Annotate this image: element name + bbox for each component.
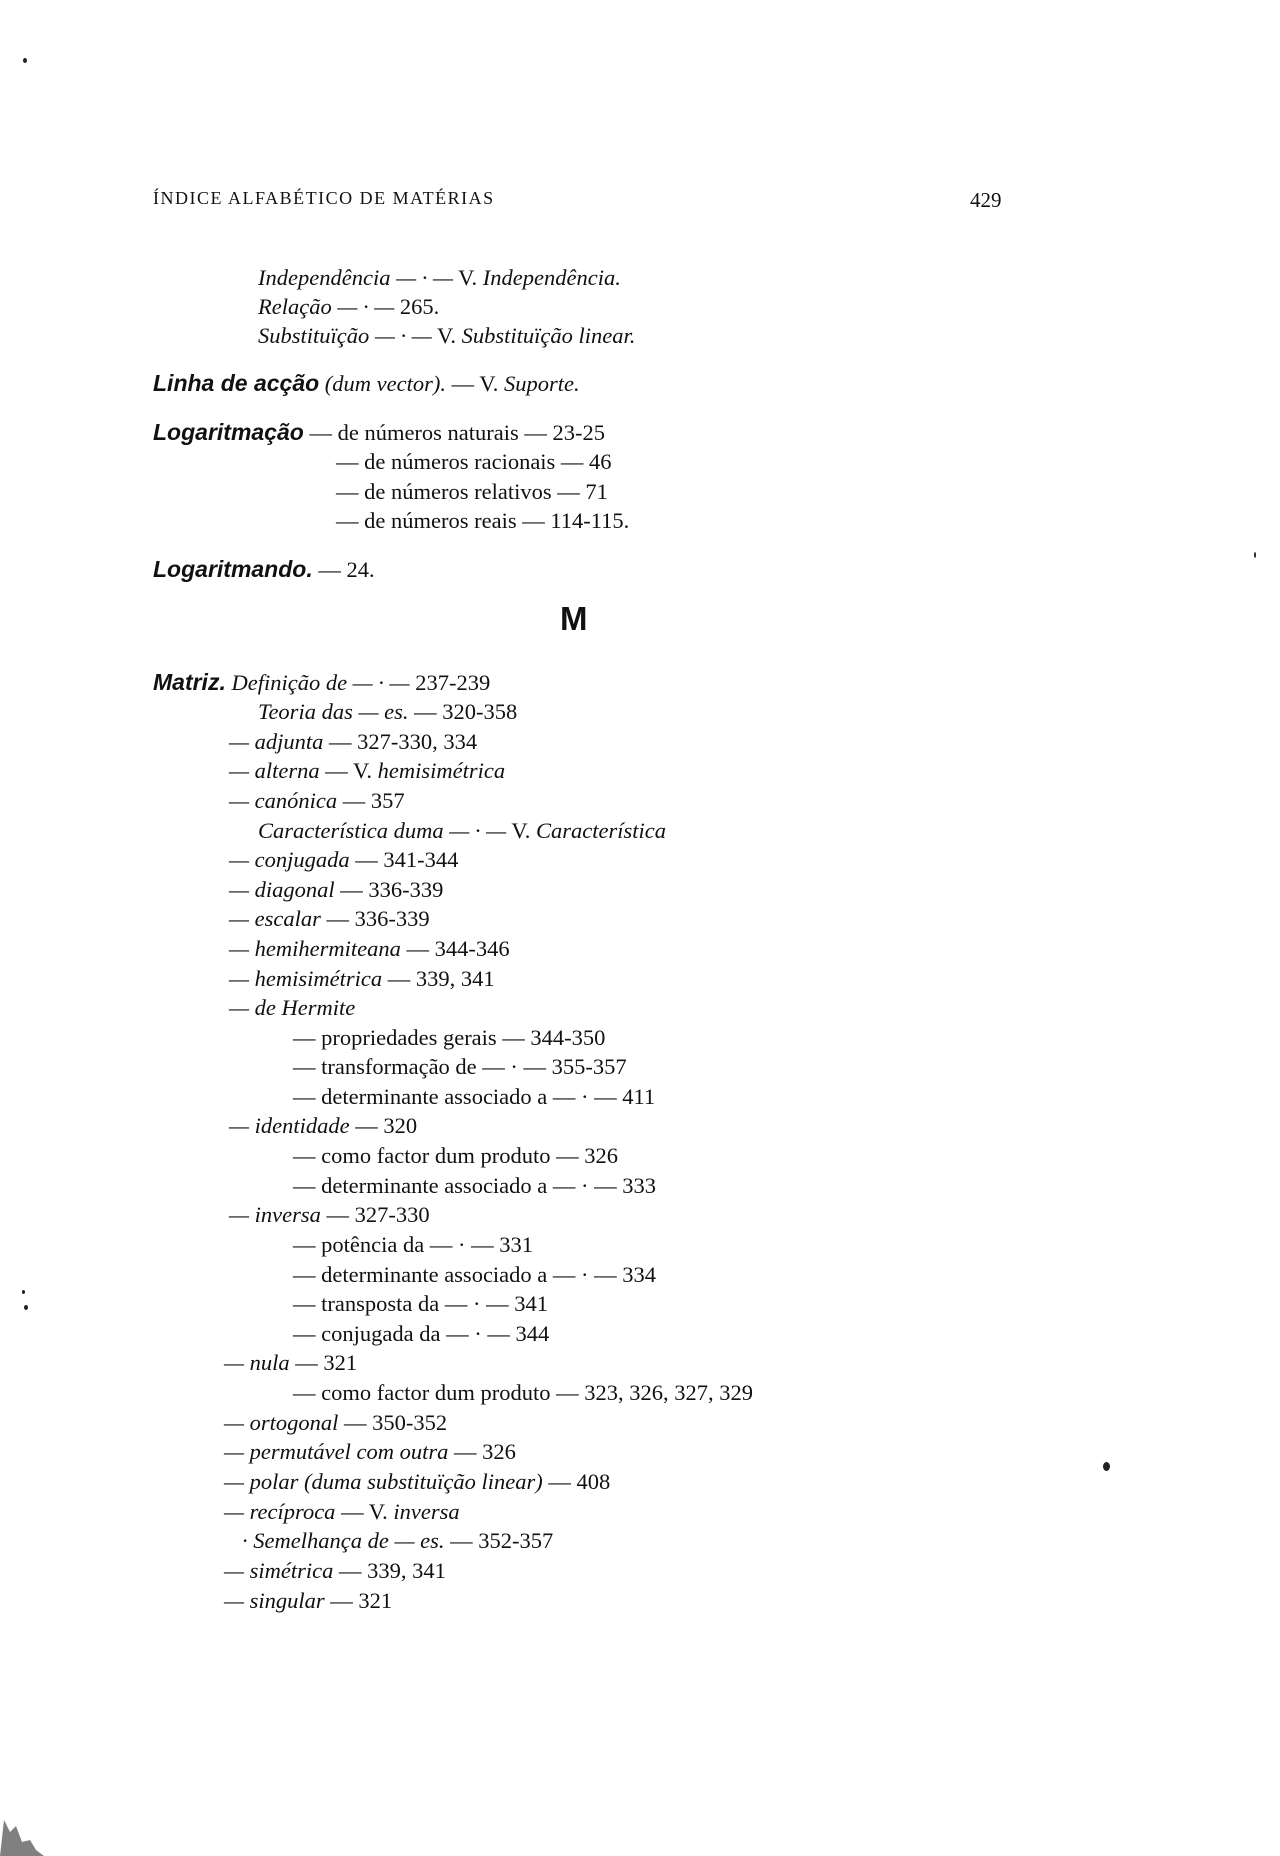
index-subentry: — conjugada — 341-344: [229, 847, 459, 872]
entry-head: Matriz.: [153, 669, 226, 695]
index-subentry: · Semelhança de — es. — 352-357: [242, 1528, 554, 1553]
scan-corner-mark: [0, 1790, 44, 1856]
index-subsubentry: — propriedades gerais — 344-350: [293, 1025, 606, 1050]
entry-head: Linha de acção: [153, 370, 320, 396]
entry-head: Logaritmando.: [153, 556, 313, 582]
index-subentry: — de números racionais — 46: [336, 449, 612, 474]
index-subentry: — adjunta — 327-330, 334: [229, 729, 478, 754]
index-subsubentry: — transformação de — · — 355-357: [293, 1054, 627, 1079]
index-subentry: — alterna — V. hemisimétrica: [229, 758, 506, 783]
running-header: ÍNDICE ALFABÉTICO DE MATÉRIAS: [153, 188, 495, 208]
index-subentry: — ortogonal — 350-352: [224, 1410, 448, 1435]
index-subentry: — identidade — 320: [229, 1113, 418, 1138]
index-subentry: — de Hermite: [229, 995, 356, 1020]
index-subentry: — canónica — 357: [229, 788, 405, 813]
index-subentry: — de números relativos — 71: [336, 479, 608, 504]
index-entry: Matriz. Definição de — · — 237-239: [153, 669, 491, 695]
scan-speck: [1254, 552, 1256, 558]
index-subsubentry: — potência da — · — 331: [293, 1232, 533, 1257]
scan-speck: [22, 1290, 25, 1294]
scan-speck: [1103, 1462, 1110, 1471]
index-subentry: Teoria das — es. — 320-358: [258, 699, 518, 724]
index-subentry: — simétrica — 339, 341: [224, 1558, 446, 1583]
index-entry: Substituïção — · — V. Substituïção linear.: [258, 323, 636, 348]
index-subentry: — singular — 321: [224, 1588, 393, 1613]
index-subentry: — nula — 321: [224, 1350, 358, 1375]
index-subsubentry: — como factor dum produto — 326: [293, 1143, 618, 1168]
page-number: 429: [970, 188, 1002, 212]
index-subentry: — hemisimétrica — 339, 341: [229, 966, 495, 991]
index-subsubentry: — transposta da — · — 341: [293, 1291, 548, 1316]
index-subentry: Característica duma — · — V. Característica: [258, 818, 666, 843]
index-entry: Logaritmando. — 24.: [153, 556, 375, 582]
index-entry: Logaritmação — de números naturais — 23-25: [153, 419, 606, 445]
index-subsubentry: — determinante associado a — · — 333: [293, 1173, 657, 1198]
scan-speck: [24, 1305, 28, 1310]
index-subentry: — recíproca — V. inversa: [224, 1499, 460, 1524]
index-subentry: — escalar — 336-339: [229, 906, 430, 931]
index-subentry: — diagonal — 336-339: [229, 877, 444, 902]
scan-speck: [23, 58, 27, 63]
index-subsubentry: — determinante associado a — · — 334: [293, 1262, 657, 1287]
index-subsubentry: — determinante associado a — · — 411: [293, 1084, 656, 1109]
index-subsubentry: — conjugada da — · — 344: [293, 1321, 550, 1346]
index-entry: Relação — · — 265.: [258, 294, 440, 319]
index-subentry: — inversa — 327-330: [229, 1202, 430, 1227]
index-subsubentry: — como factor dum produto — 323, 326, 327, 329: [293, 1380, 753, 1405]
section-letter: M: [560, 600, 588, 637]
index-subentry: — hemihermiteana — 344-346: [229, 936, 510, 961]
index-entry: Independência — · — V. Independência.: [258, 265, 621, 290]
index-subentry: — de números reais — 114-115.: [336, 508, 630, 533]
index-subentry: — permutável com outra — 326: [224, 1439, 516, 1464]
index-entry: Linha de acção (dum vector). — V. Suporte.: [153, 370, 580, 396]
index-subentry: — polar (duma substituïção linear) — 408: [224, 1469, 611, 1494]
entry-head: Logaritmação: [153, 419, 304, 445]
